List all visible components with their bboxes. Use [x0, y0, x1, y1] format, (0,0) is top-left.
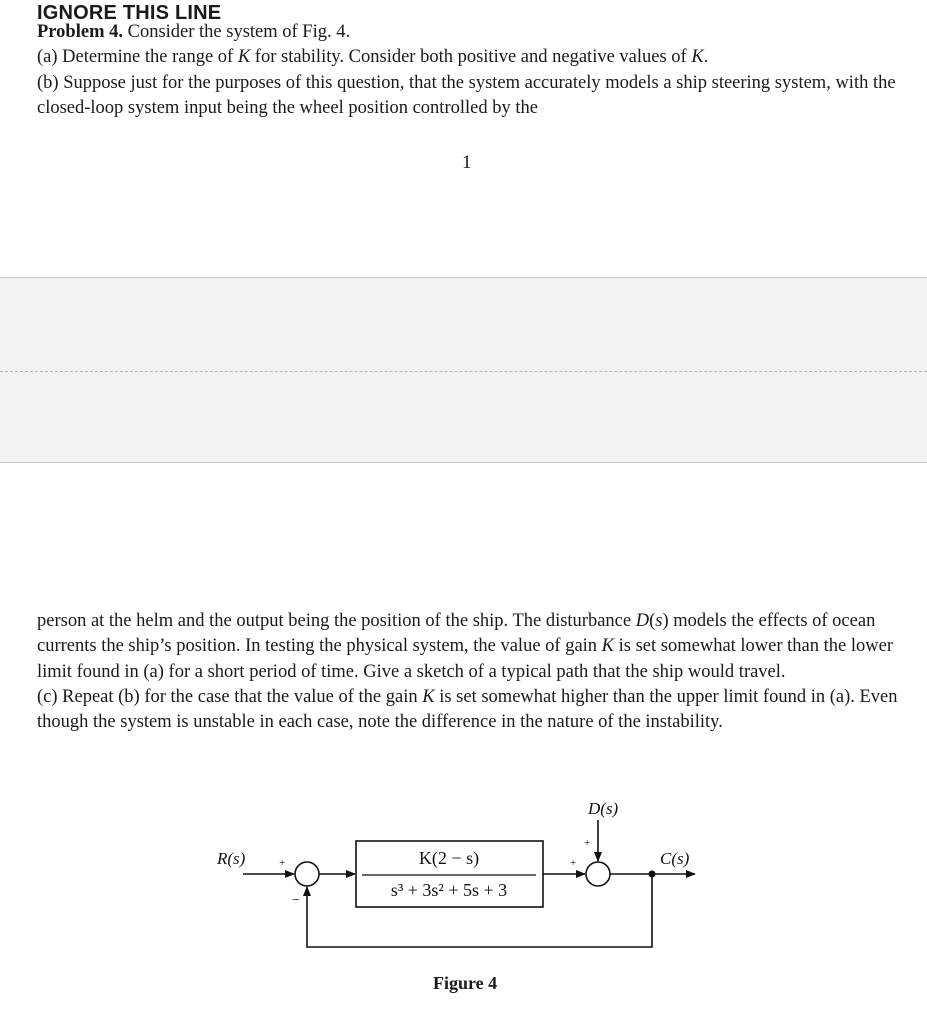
part-b-text-3: ) models the effects of ocean currents the ship’s position. In testing the physical system, the value of gain: [37, 611, 876, 657]
part-a: [37, 45, 917, 70]
part-b-text-1: person at the helm and the output being the position of the ship. The disturbance: [37, 611, 636, 631]
part-a-text-2: for stability. Consider both positive and negative values of: [250, 47, 692, 68]
part-c-text-1: (c) Repeat (b) for the case that the value of the gain: [37, 686, 423, 707]
part-b-s: s: [655, 611, 663, 631]
output-label: C(s): [660, 849, 690, 868]
problem-intro-text: Consider the system of Fig. 4.: [122, 22, 351, 42]
problem-title: Problem 4.: [37, 22, 123, 42]
problem-text-bottom: [37, 609, 907, 735]
sum2-plus-top-sign: +: [584, 837, 591, 849]
problem-intro: [37, 20, 917, 45]
part-b-text-2: (: [649, 611, 656, 631]
part-a-text-1: (a) Determine the range of: [37, 47, 238, 68]
part-c-text-2: is set somewhat higher than the upper limit found in (a). Even though the system is unstable in each case, note the difference in the nature of the instability.: [37, 686, 898, 733]
problem-text-top: [37, 20, 917, 121]
tf-denominator: s³ + 3s² + 5s + 3: [390, 880, 508, 900]
part-a-k-1: K: [237, 47, 251, 68]
part-b-k: K: [601, 636, 615, 657]
disturbance-label: D(s): [588, 799, 619, 818]
page-break-divider: [0, 371, 927, 372]
part-a-k-2: K: [691, 47, 704, 68]
takeoff-point: [649, 871, 656, 878]
block-diagram: [0, 790, 927, 970]
figure-caption: Figure 4: [433, 973, 498, 993]
part-b-d: D: [635, 611, 650, 631]
summing-junction-2: [586, 862, 610, 886]
part-b-text-4: is set somewhat lower than the lower limit found in (a) for a short period of time. Give a sketch of a typical path that the ship would travel.: [37, 636, 893, 682]
page-number: 1: [462, 152, 472, 173]
sum1-plus-sign: +: [279, 857, 286, 869]
part-b-continued: [37, 609, 907, 685]
summing-junction-1: [295, 862, 319, 886]
sum2-plus-left-sign: +: [570, 857, 577, 869]
part-c: [37, 685, 907, 736]
sum1-minus-sign: −: [292, 893, 300, 908]
tf-numerator: K(2 − s): [418, 848, 480, 868]
ignore-line: IGNORE THIS LINE: [37, 2, 222, 24]
part-a-text-3: .: [703, 47, 709, 68]
page-break-gap: [0, 277, 927, 463]
part-c-k: K: [422, 686, 435, 707]
input-label: R(s): [217, 849, 246, 868]
part-b-start: (b) Suppose just for the purposes of this question, that the system accurately models a ship steering system, with the closed-loop system input being the wheel position controlled by the: [37, 72, 896, 118]
